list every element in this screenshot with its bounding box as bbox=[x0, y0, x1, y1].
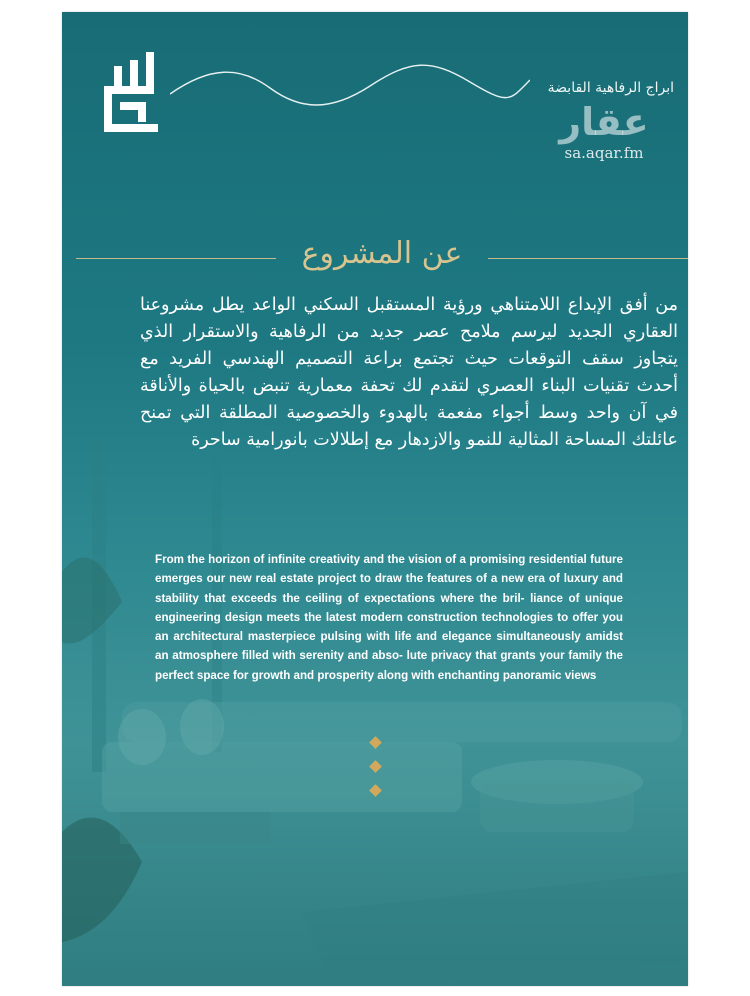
section-title: عن المشروع bbox=[301, 236, 463, 271]
aqar-watermark bbox=[544, 100, 664, 162]
brochure-page bbox=[62, 12, 688, 986]
title-divider-right bbox=[488, 258, 688, 259]
english-description: From the horizon of infinite creativity and the vision of a promising residential future emerges our new real estate project to draw the features of a new era of luxury and stability that exceeds the ceiling of expectations where the bril- liance of unique engineering design meets the latest modern construction technologies to offer you an architectural masterpiece pulsing with life and elegance simultaneously amidst an atmosphere filled with serenity and abso- lute privacy that grants your family the perfect space for growth and prosperity along with enchanting panoramic views bbox=[155, 553, 623, 682]
decorative-wave-line bbox=[170, 56, 530, 116]
company-logo bbox=[100, 52, 162, 134]
watermark-logo-text: عقار bbox=[559, 100, 649, 144]
diamond-icon bbox=[369, 760, 382, 773]
diamond-ornament bbox=[368, 738, 382, 810]
diamond-icon bbox=[369, 784, 382, 797]
watermark-url: sa.aqar.fm bbox=[564, 144, 644, 162]
brand-name: ابراج الرفاهية القابضة bbox=[547, 80, 674, 96]
diamond-icon bbox=[369, 736, 382, 749]
title-divider-left bbox=[76, 258, 276, 259]
section-title-row bbox=[62, 234, 688, 284]
arabic-description: من أفق الإبداع اللامتناهي ورؤية المستقبل السكني الواعد يطل مشروعنا العقاري الجديد ليرسم ملامح عصر جديد من الرفاهية والاستقرار الذي يتجاوز سقف التوقعات حيث تجتمع براعة التصميم الهندسي الفريد مع أحدث تقنيات البناء العصري لتقدم لك تحفة معمارية تنبض بالحياة والأناقة في آن واحد وسط أجواء مفعمة بالهدوء والخصوصية المطلقة التي تمنح عائلتك المساحة المثالية للنمو والازدهار مع إطلالات بانورامية ساحرة bbox=[140, 295, 678, 450]
